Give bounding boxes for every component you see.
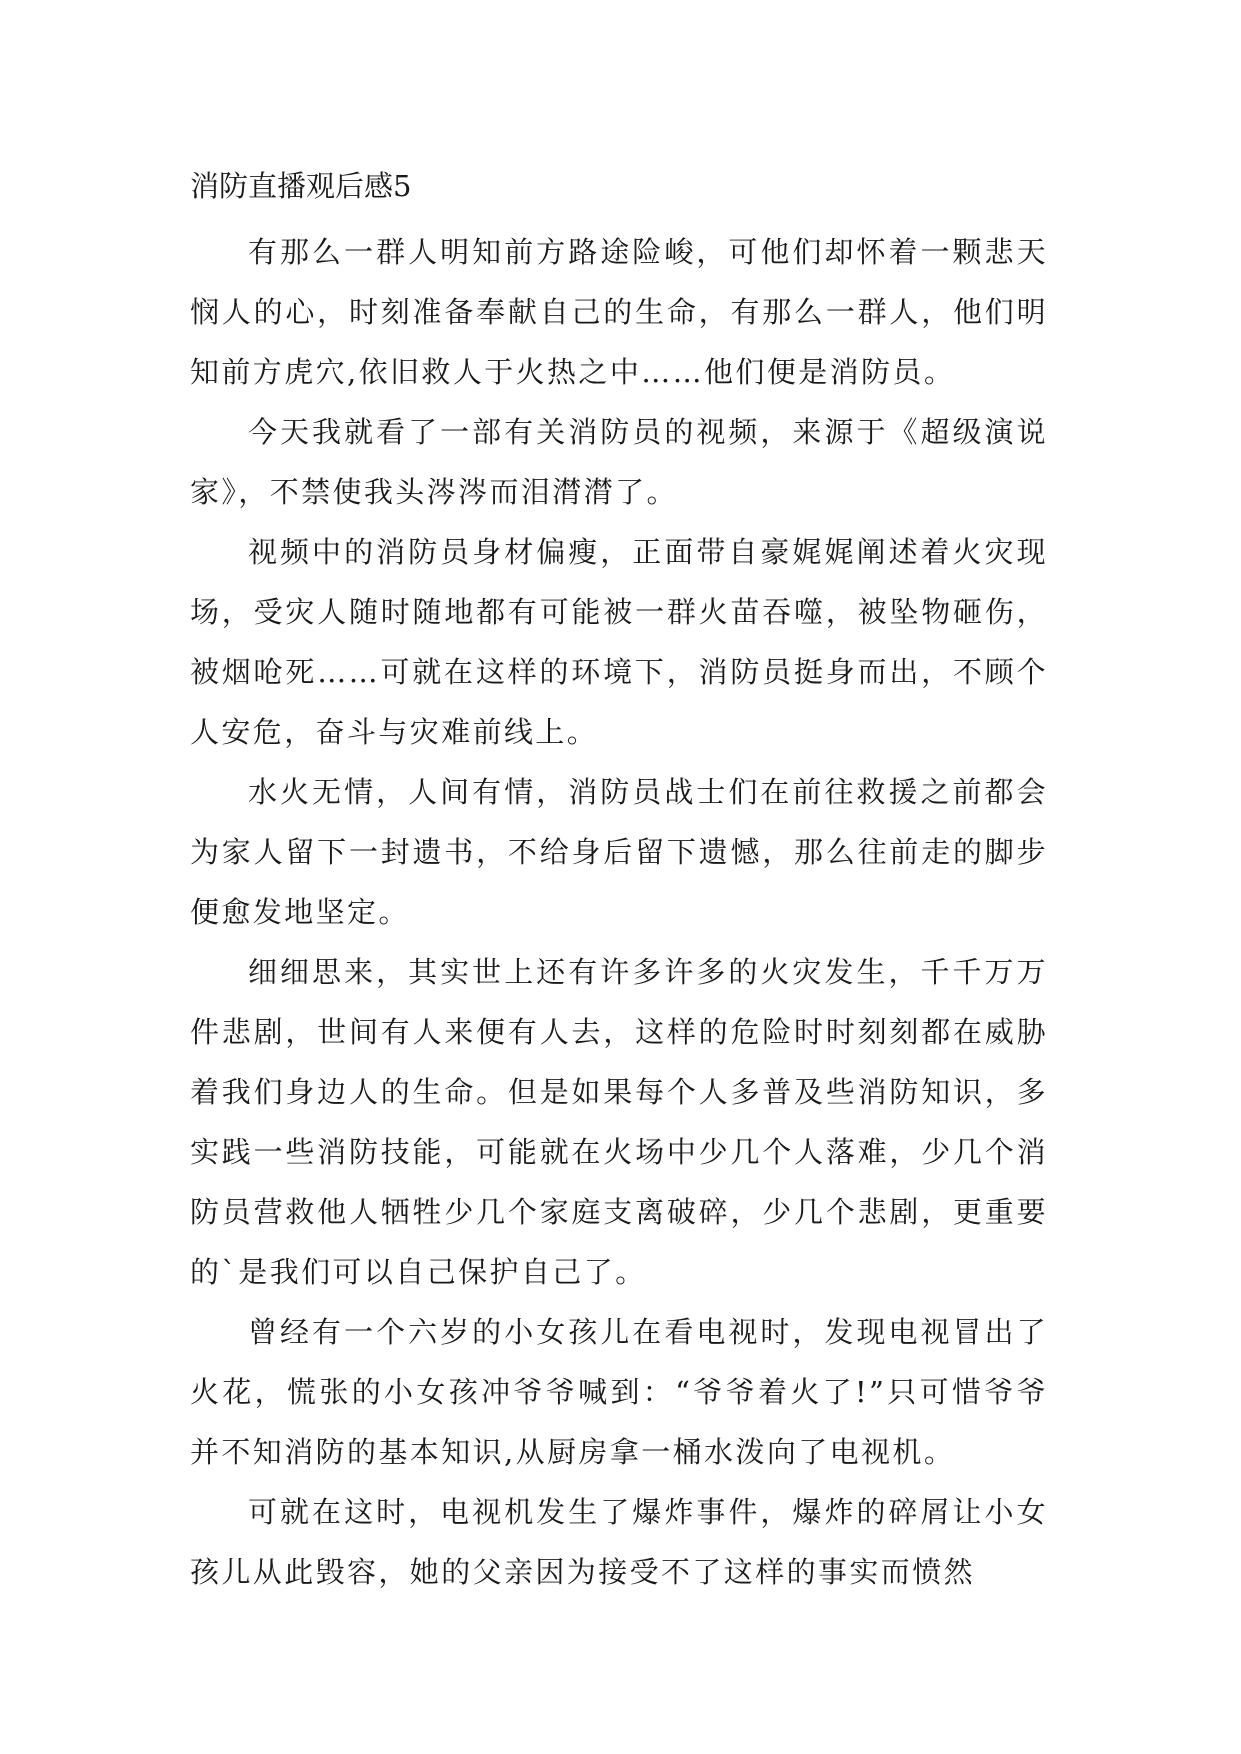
paragraph-4: 水火无情，人间有情，消防员战士们在前往救援之前都会为家人留下一封遗书，不给身后留下遗憾，那么往前走的脚步便愈发地坚定。 (190, 775, 1048, 929)
document-title: 消防直播观后感5 (190, 169, 412, 203)
paragraph-5: 细细思来，其实世上还有许多许多的火灾发生，千千万万件悲剧，世间有人来便有人去，这样的危险时时刻刻都在威胁着我们身边人的生命。但是如果每个人多普及些消防知识，多实践一些消防技能，可能就在火场中少几个人落难，少几个消防员营救他人牺牲少几个家庭支离破碎，少几个悲剧，更重要的`是我们可以自己保护自己了。 (190, 955, 1048, 1289)
paragraph-2: 今天我就看了一部有关消防员的视频，来源于《超级演说家》，不禁使我头涔涔而泪潸潸了。 (190, 415, 1048, 509)
paragraph-3: 视频中的消防员身材偏瘦，正面带自豪娓娓阐述着火灾现场，受灾人随时随地都有可能被一群火苗吞噬，被坠物砸伤，被烟呛死……可就在这样的环境下，消防员挺身而出，不顾个人安危，奋斗与灾难前线上。 (190, 535, 1048, 749)
paragraph-7: 可就在这时，电视机发生了爆炸事件，爆炸的碎屑让小女孩儿从此毁容，她的父亲因为接受不了这样的事实而愤然 (190, 1495, 1048, 1589)
paragraph-1: 有那么一群人明知前方路途险峻，可他们却怀着一颗悲天悯人的心，时刻准备奉献自己的生命，有那么一群人，他们明知前方虎穴,依旧救人于火热之中……他们便是消防员。 (190, 235, 1048, 389)
paragraph-6: 曾经有一个六岁的小女孩儿在看电视时，发现电视冒出了火花，慌张的小女孩冲爷爷喊到：“爷爷着火了!”只可惜爷爷并不知消防的基本知识,从厨房拿一桶水泼向了电视机。 (190, 1315, 1048, 1469)
document-body (190, 158, 1048, 1602)
